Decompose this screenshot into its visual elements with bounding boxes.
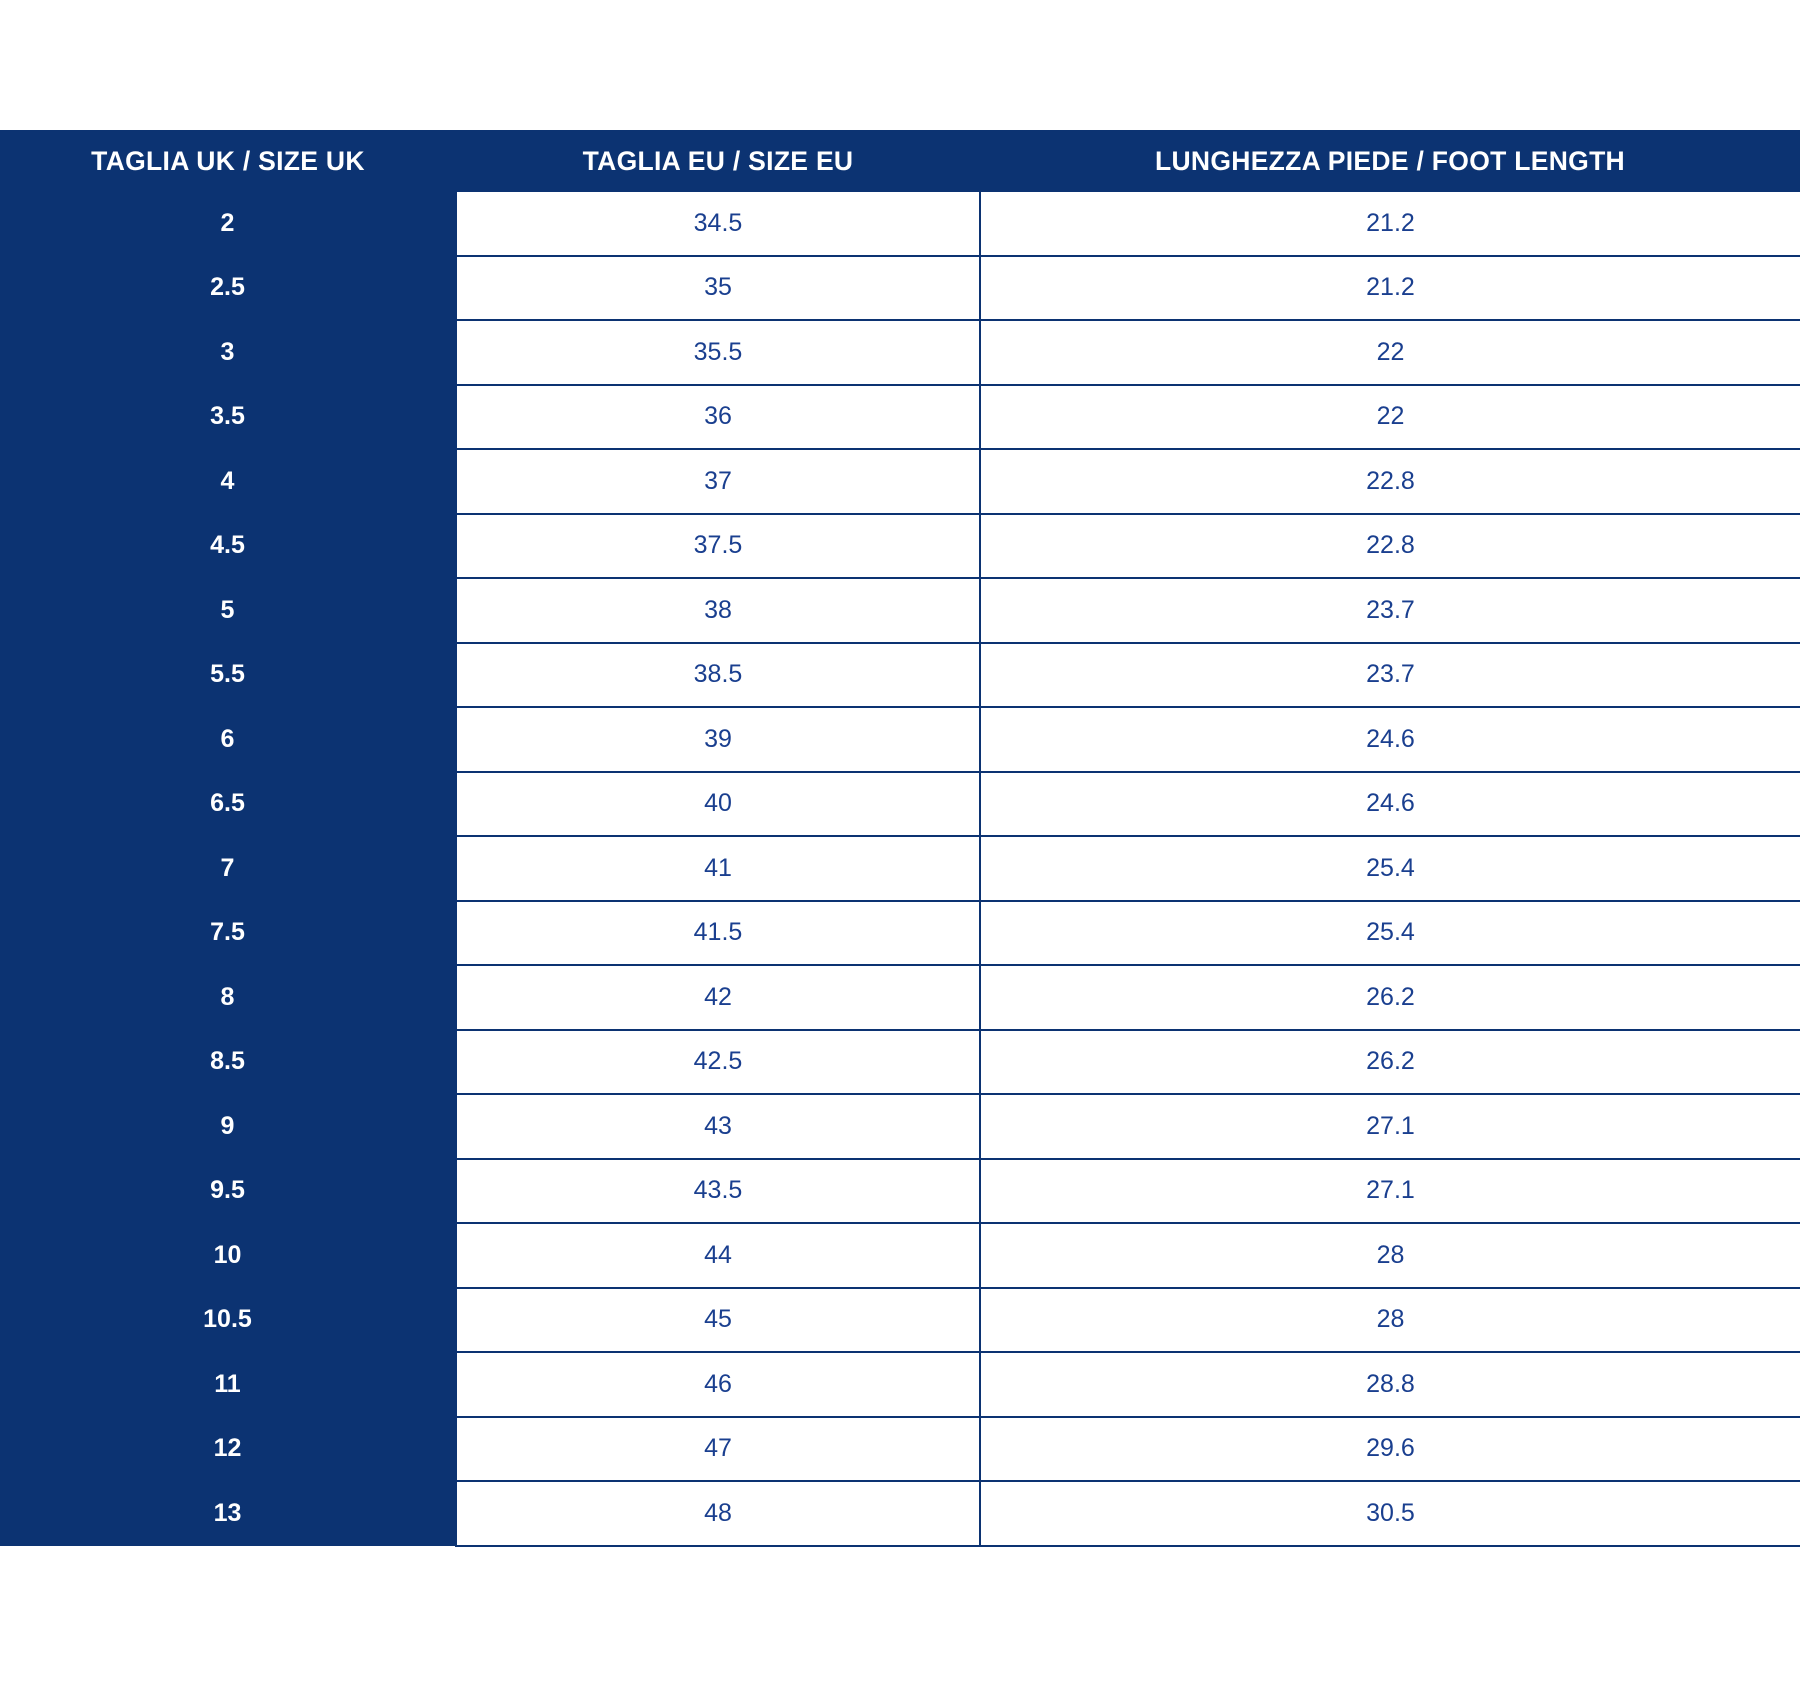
- cell-foot-length: 23.7: [980, 578, 1800, 643]
- cell-foot-length: 22: [980, 320, 1800, 385]
- cell-size-eu: 38.5: [456, 643, 980, 708]
- cell-size-eu: 35: [456, 256, 980, 321]
- cell-size-eu: 39: [456, 707, 980, 772]
- cell-size-uk: 4: [0, 449, 456, 514]
- cell-size-uk: 12: [0, 1417, 456, 1482]
- cell-size-uk: 9: [0, 1094, 456, 1159]
- cell-size-uk: 3.5: [0, 385, 456, 450]
- table-row: [0, 578, 1800, 643]
- size-conversion-table: [0, 130, 1800, 1547]
- cell-size-uk: 3: [0, 320, 456, 385]
- cell-size-eu: 43.5: [456, 1159, 980, 1224]
- cell-size-eu: 38: [456, 578, 980, 643]
- cell-size-eu: 48: [456, 1481, 980, 1546]
- cell-size-eu: 34.5: [456, 192, 980, 256]
- cell-foot-length: 27.1: [980, 1094, 1800, 1159]
- table-row: [0, 1223, 1800, 1288]
- cell-size-eu: 37: [456, 449, 980, 514]
- cell-size-eu: 41: [456, 836, 980, 901]
- table-row: [0, 643, 1800, 708]
- cell-size-uk: 13: [0, 1481, 456, 1546]
- cell-size-uk: 8: [0, 965, 456, 1030]
- cell-size-uk: 7: [0, 836, 456, 901]
- table-body: [0, 192, 1800, 1546]
- table-row: [0, 707, 1800, 772]
- cell-size-uk: 9.5: [0, 1159, 456, 1224]
- cell-size-eu: 44: [456, 1223, 980, 1288]
- cell-size-uk: 8.5: [0, 1030, 456, 1095]
- cell-foot-length: 21.2: [980, 192, 1800, 256]
- table-row: [0, 256, 1800, 321]
- cell-size-uk: 6.5: [0, 772, 456, 837]
- table-row: [0, 1352, 1800, 1417]
- cell-size-uk: 5: [0, 578, 456, 643]
- cell-foot-length: 28: [980, 1288, 1800, 1353]
- table-row: [0, 1417, 1800, 1482]
- table-row: [0, 1030, 1800, 1095]
- cell-foot-length: 24.6: [980, 707, 1800, 772]
- table-row: [0, 320, 1800, 385]
- table-row: [0, 1159, 1800, 1224]
- cell-foot-length: 23.7: [980, 643, 1800, 708]
- column-header-uk: TAGLIA UK / SIZE UK: [0, 130, 456, 192]
- table-row: [0, 1094, 1800, 1159]
- cell-foot-length: 25.4: [980, 901, 1800, 966]
- cell-size-uk: 2: [0, 192, 456, 256]
- cell-size-uk: 7.5: [0, 901, 456, 966]
- cell-size-eu: 43: [456, 1094, 980, 1159]
- cell-size-eu: 41.5: [456, 901, 980, 966]
- cell-foot-length: 22.8: [980, 449, 1800, 514]
- cell-foot-length: 26.2: [980, 965, 1800, 1030]
- table-header: [0, 130, 1800, 192]
- cell-foot-length: 27.1: [980, 1159, 1800, 1224]
- table-row: [0, 901, 1800, 966]
- column-header-eu: TAGLIA EU / SIZE EU: [456, 130, 980, 192]
- cell-foot-length: 25.4: [980, 836, 1800, 901]
- table-row: [0, 836, 1800, 901]
- table-row: [0, 772, 1800, 837]
- table-row: [0, 965, 1800, 1030]
- cell-size-uk: 10: [0, 1223, 456, 1288]
- cell-size-uk: 5.5: [0, 643, 456, 708]
- cell-foot-length: 21.2: [980, 256, 1800, 321]
- cell-size-uk: 2.5: [0, 256, 456, 321]
- cell-foot-length: 28: [980, 1223, 1800, 1288]
- table-row: [0, 1288, 1800, 1353]
- table-row: [0, 514, 1800, 579]
- cell-size-uk: 11: [0, 1352, 456, 1417]
- cell-size-eu: 37.5: [456, 514, 980, 579]
- cell-size-eu: 46: [456, 1352, 980, 1417]
- cell-size-eu: 40: [456, 772, 980, 837]
- table-row: [0, 1481, 1800, 1546]
- cell-foot-length: 30.5: [980, 1481, 1800, 1546]
- cell-size-uk: 6: [0, 707, 456, 772]
- table-row: [0, 449, 1800, 514]
- cell-size-eu: 47: [456, 1417, 980, 1482]
- cell-size-eu: 35.5: [456, 320, 980, 385]
- cell-foot-length: 26.2: [980, 1030, 1800, 1095]
- table-row: [0, 192, 1800, 256]
- cell-size-eu: 42.5: [456, 1030, 980, 1095]
- cell-size-eu: 45: [456, 1288, 980, 1353]
- cell-size-eu: 42: [456, 965, 980, 1030]
- cell-foot-length: 29.6: [980, 1417, 1800, 1482]
- cell-foot-length: 22.8: [980, 514, 1800, 579]
- cell-foot-length: 28.8: [980, 1352, 1800, 1417]
- cell-size-uk: 4.5: [0, 514, 456, 579]
- header-row: [0, 130, 1800, 192]
- cell-size-eu: 36: [456, 385, 980, 450]
- cell-foot-length: 24.6: [980, 772, 1800, 837]
- cell-size-uk: 10.5: [0, 1288, 456, 1353]
- column-header-foot-length: LUNGHEZZA PIEDE / FOOT LENGTH: [980, 130, 1800, 192]
- cell-foot-length: 22: [980, 385, 1800, 450]
- table-row: [0, 385, 1800, 450]
